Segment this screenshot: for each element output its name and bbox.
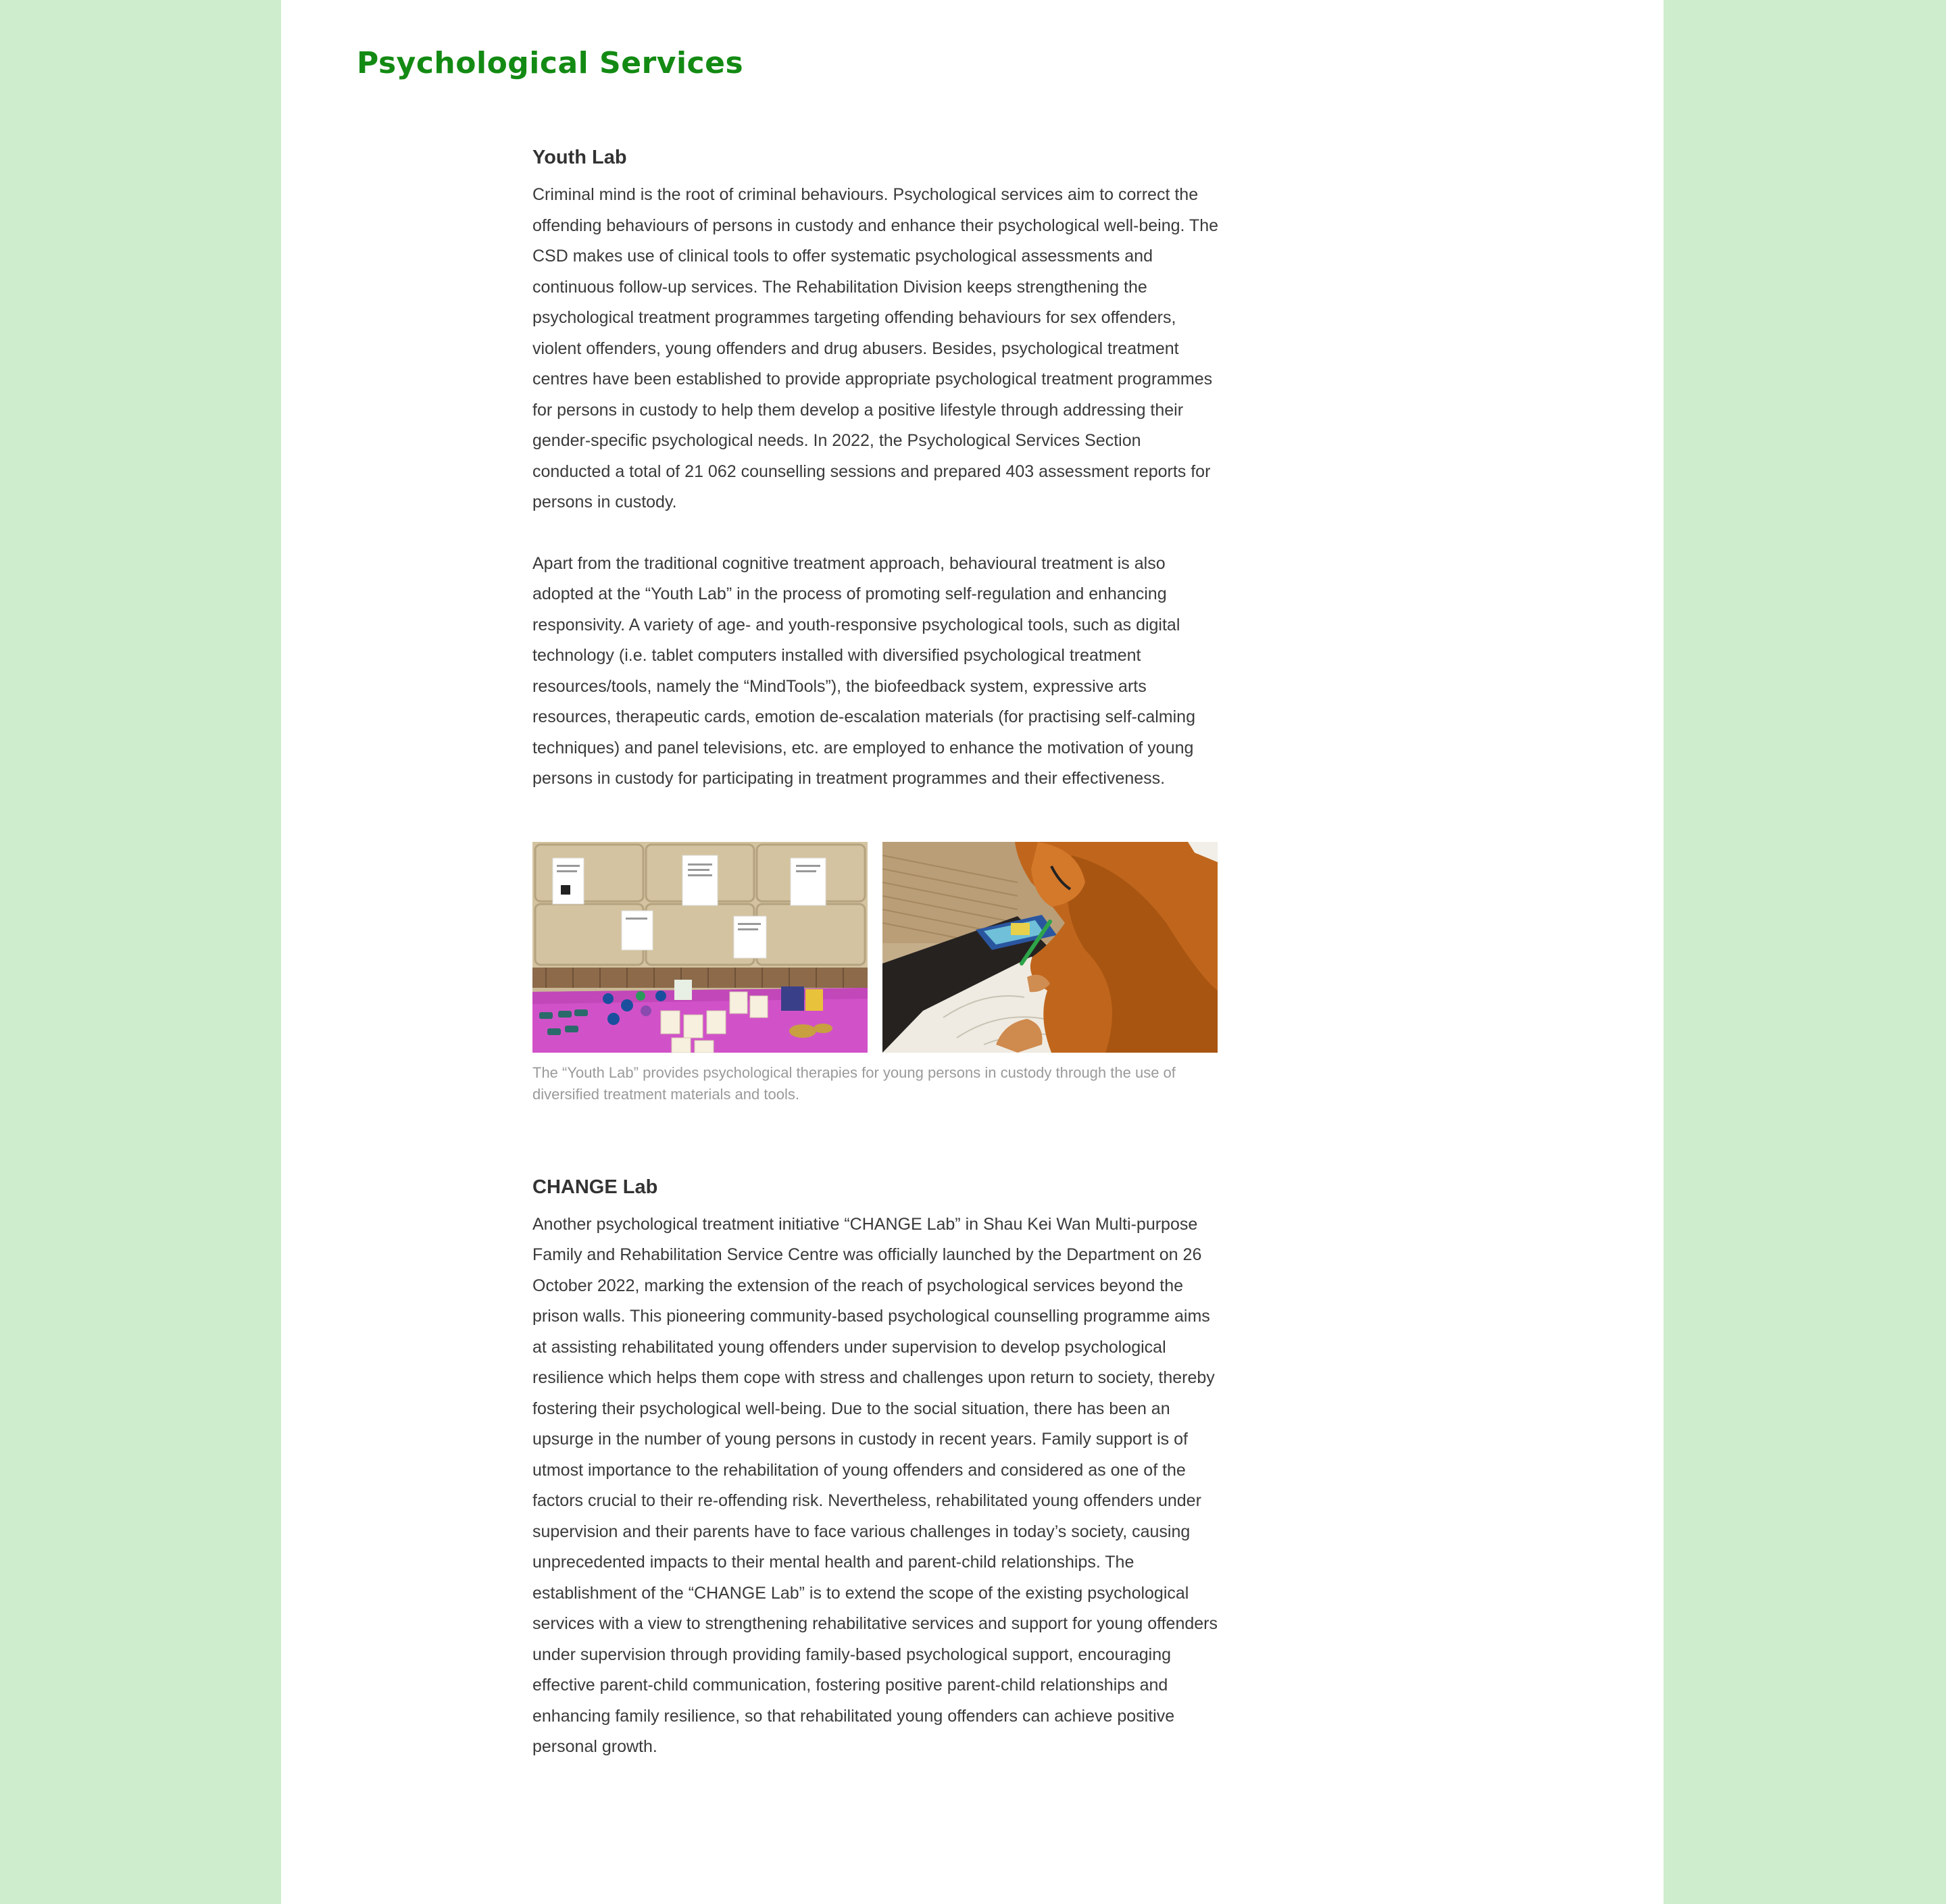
youth-lab-paragraph-1: Criminal mind is the root of criminal behaviours. Psychological services aim to correct the offending behaviours of persons in custody and enhance their psychological well-being. The CSD makes use of clinical tools to offer systematic psychological assessments and continuous follow-up services. The Rehabilitation Division keeps strengthening the psychological treatment programmes targeting offending behaviours for sex offenders, violent offenders, young offenders and drug abusers. Besides, psychological treatment centres have been established to provide appropriate psychological treatment programmes for persons in custody to help them develop a positive lifestyle through addressing their gender-specific psychological needs. In 2022, the Psychological Services Section conducted a total of 21 062 counselling sessions and prepared 403 assessment reports for persons in custody. (532, 185, 1219, 511)
youth-activity-image (882, 842, 1218, 1053)
photo-gallery (532, 842, 1216, 1053)
youth-lab-room-photo[interactable] (532, 842, 868, 1053)
youth-activity-photo[interactable] (882, 842, 1218, 1053)
youth-lab-section (532, 141, 1223, 1105)
page-title: Psychological Services (357, 46, 744, 80)
change-lab-heading: CHANGE Lab (532, 1176, 658, 1198)
page-container (281, 0, 1664, 1904)
change-lab-section (532, 1170, 1223, 1763)
youth-lab-room-image (532, 842, 868, 1053)
youth-lab-paragraph-2: Apart from the traditional cognitive treatment approach, behavioural treatment is also adopted at the “Youth Lab” in the process of promoting self-regulation and enhancing responsivity. A variety of age- and youth-responsive psychological tools, such as digital technology (i.e. tablet computers installed with diversified psychological treatment resources/tools, namely the “MindTools”), the biofeedback system, expressive arts resources, therapeutic cards, emotion de-escalation materials (for practising self-calming techniques) and panel televisions, etc. are employed to enhance the motivation of young persons in custody for participating in treatment programmes and their effectiveness. (532, 553, 1195, 788)
photo-caption: The “Youth Lab” provides psychological therapies for young persons in custody through the use of diversified treatment materials and tools. (532, 1063, 1176, 1103)
article-content (532, 141, 1223, 1763)
change-lab-paragraph-1: Another psychological treatment initiative “CHANGE Lab” in Shau Kei Wan Multi-purpose Family and Rehabilitation Service Centre was officially launched by the Department on 26 October 2022, marking the extension of the reach of psychological services beyond the prison walls. This pioneering community-based psychological counselling programme aims at assisting rehabilitated young offenders under supervision to develop psychological resilience which helps them cope with stress and challenges upon return to society, thereby fostering their psychological well-being. Due to the social situation, there has been an upsurge in the number of young persons in custody in recent years. Family support is of utmost importance to the rehabilitation of young offenders and considered as one of the factors crucial to their re-offending risk. Nevertheless, rehabilitated young offenders under supervision and their parents have to face various challenges in today’s society, causing unprecedented impacts to their mental health and parent-child relationships. The establishment of the “CHANGE Lab” is to extend the scope of the existing psychological services with a view to strengthening rehabilitative services and support for young offenders under supervision through providing family-based psychological support, encouraging effective parent-child communication, fostering positive parent-child relationships and enhancing family resilience, so that rehabilitated young offenders can achieve positive personal growth. (532, 1214, 1218, 1756)
youth-lab-heading: Youth Lab (532, 147, 627, 168)
